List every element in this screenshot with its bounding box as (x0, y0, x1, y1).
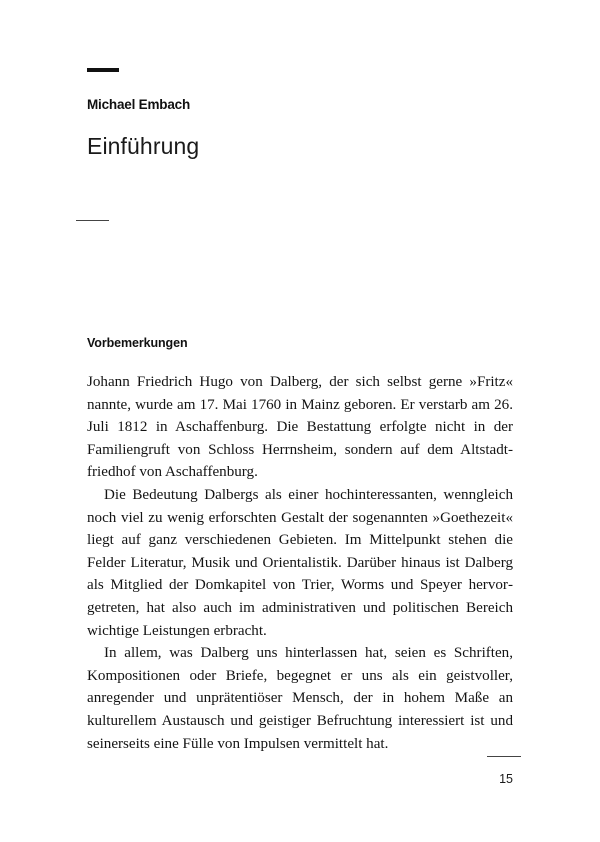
body-paragraph: In allem, was Dalberg uns hinterlassen hat, seien es Schriften, Kompositionen oder Briefe, begegnet er uns als ein geistvoller, anregender und unprätentiöser Mensch, der in hohem Maße an kulturellem Austausch und geistiger Befruchtung interessiert ist und seinerseits eine Fülle von Impulsen vermittelt hat. (87, 645, 513, 752)
chapter-opening-rule (87, 68, 119, 72)
page-number: 15 (499, 772, 513, 786)
chapter-title: Einführung (87, 133, 200, 159)
author-byline: Michael Embach (87, 97, 190, 112)
body-paragraph: Die Bedeutung Dalbergs als einer hochinteressanten, wenngleich noch viel zu wenig erforschten Gestalt der sogenannten »Goethezeit« liegt auf ganz verschiedenen Gebieten. Im Mittelpunkt stehen die Felder Literatur, Musik und Orientalistik. Darüber hinaus ist Dalberg als Mitglied der Domkapitel von Trier, Worms und Speyer hervorgetreten, hat also auch im administrativen und politischen Bereich wichtige Leistungen erbracht. (87, 486, 513, 639)
footer-divider-rule (487, 756, 521, 757)
title-divider-rule (76, 220, 109, 221)
body-text-column (87, 371, 513, 755)
section-heading-vorbemerkungen: Vorbemerkungen (87, 336, 188, 350)
body-paragraph: Johann Friedrich Hugo von Dalberg, der sich selbst gerne »Fritz« nannte, wurde am 17. Mai 1760 in Mainz geboren. Er verstarb am 26. Juli 1812 in Aschaffenburg. Die Bestattung erfolgte nicht in der Familiengruft von Schloss Herrnsheim, sondern auf dem Altstadtfriedhof von Aschaffenburg. (87, 374, 513, 481)
